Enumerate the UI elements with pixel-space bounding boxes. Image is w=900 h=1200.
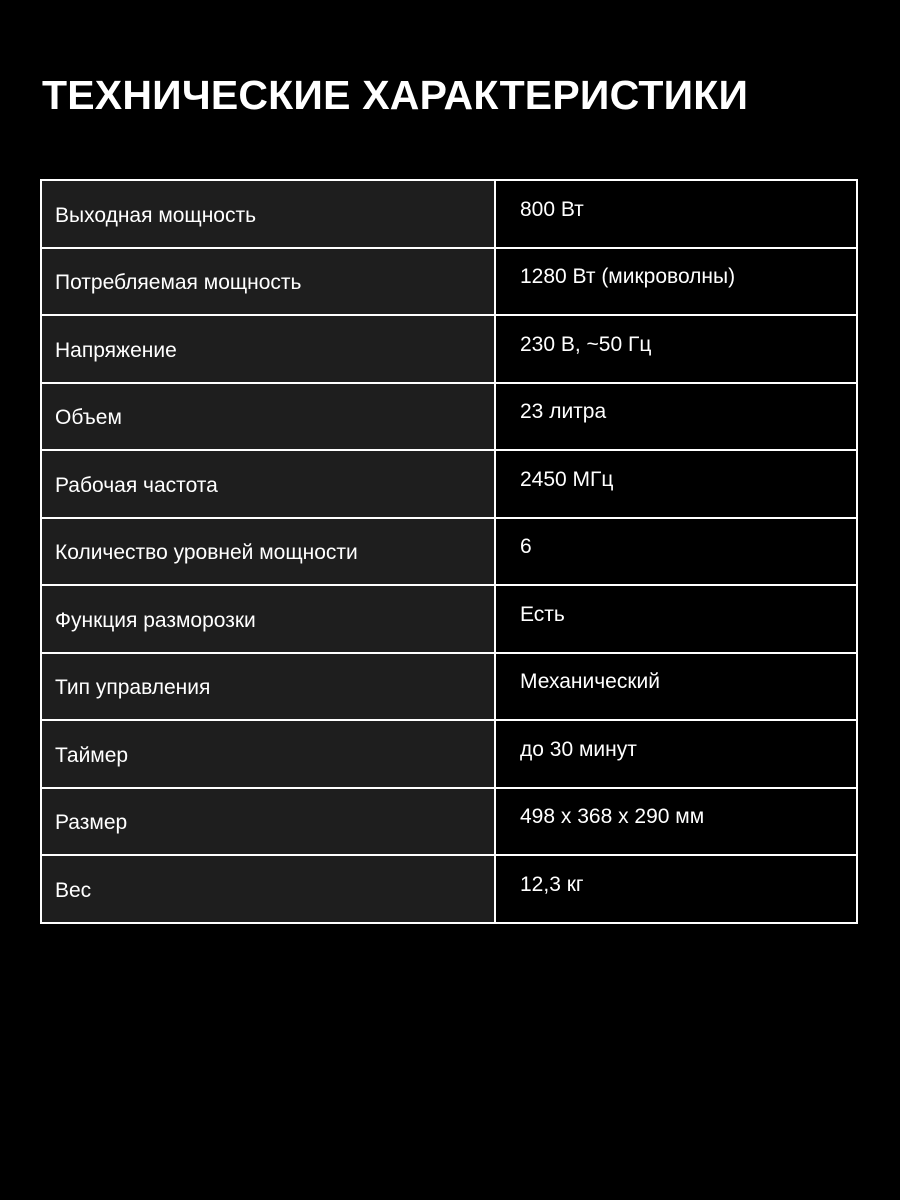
spec-label: Рабочая частота [55, 473, 218, 497]
spec-value-cell [495, 585, 857, 653]
table-row [41, 248, 857, 316]
spec-table [40, 179, 858, 924]
spec-label: Объем [55, 406, 122, 430]
spec-label: Функция разморозки [55, 608, 256, 632]
spec-value: до 30 минут [520, 737, 637, 761]
spec-value: 6 [520, 535, 532, 559]
table-row [41, 585, 857, 653]
spec-value: 2450 МГц [520, 467, 614, 491]
table-row [41, 518, 857, 586]
spec-label-cell [41, 720, 495, 788]
spec-label-cell [41, 585, 495, 653]
table-row [41, 315, 857, 383]
spec-label-cell [41, 450, 495, 518]
spec-value-cell [495, 518, 857, 586]
table-row [41, 383, 857, 451]
spec-value-cell [495, 653, 857, 721]
spec-label: Напряжение [55, 338, 177, 362]
spec-value: Есть [520, 602, 565, 626]
spec-value-cell [495, 315, 857, 383]
spec-value-cell [495, 720, 857, 788]
spec-value-cell [495, 450, 857, 518]
spec-label: Таймер [55, 743, 129, 767]
spec-label-cell [41, 855, 495, 923]
table-row [41, 788, 857, 856]
spec-value: 1280 Вт (микроволны) [520, 265, 736, 289]
table-row [41, 855, 857, 923]
spec-value: Механический [520, 670, 660, 694]
spec-label: Потребляемая мощность [55, 271, 302, 295]
spec-value: 12,3 кг [520, 872, 584, 896]
spec-label: Количество уровней мощности [55, 541, 358, 565]
table-row [41, 720, 857, 788]
spec-label-cell [41, 788, 495, 856]
spec-label-cell [41, 518, 495, 586]
spec-value: 498 x 368 x 290 мм [520, 805, 705, 829]
spec-label: Тип управления [55, 676, 211, 700]
spec-label-cell [41, 180, 495, 248]
spec-value-cell [495, 383, 857, 451]
spec-label-cell [41, 653, 495, 721]
spec-label-cell [41, 383, 495, 451]
spec-label-cell [41, 315, 495, 383]
table-row [41, 180, 857, 248]
spec-label: Выходная мощность [55, 203, 257, 227]
spec-value: 800 Вт [520, 197, 584, 221]
spec-value-cell [495, 180, 857, 248]
page-title: ТЕХНИЧЕСКИЕ ХАРАКТЕРИСТИКИ [42, 72, 749, 118]
spec-value-cell [495, 248, 857, 316]
table-row [41, 450, 857, 518]
spec-label: Размер [55, 811, 128, 835]
spec-value: 230 В, ~50 Гц [520, 332, 652, 356]
spec-value-cell [495, 788, 857, 856]
spec-label: Вес [55, 878, 92, 902]
spec-value: 23 литра [520, 400, 607, 424]
table-row [41, 653, 857, 721]
spec-value-cell [495, 855, 857, 923]
spec-label-cell [41, 248, 495, 316]
